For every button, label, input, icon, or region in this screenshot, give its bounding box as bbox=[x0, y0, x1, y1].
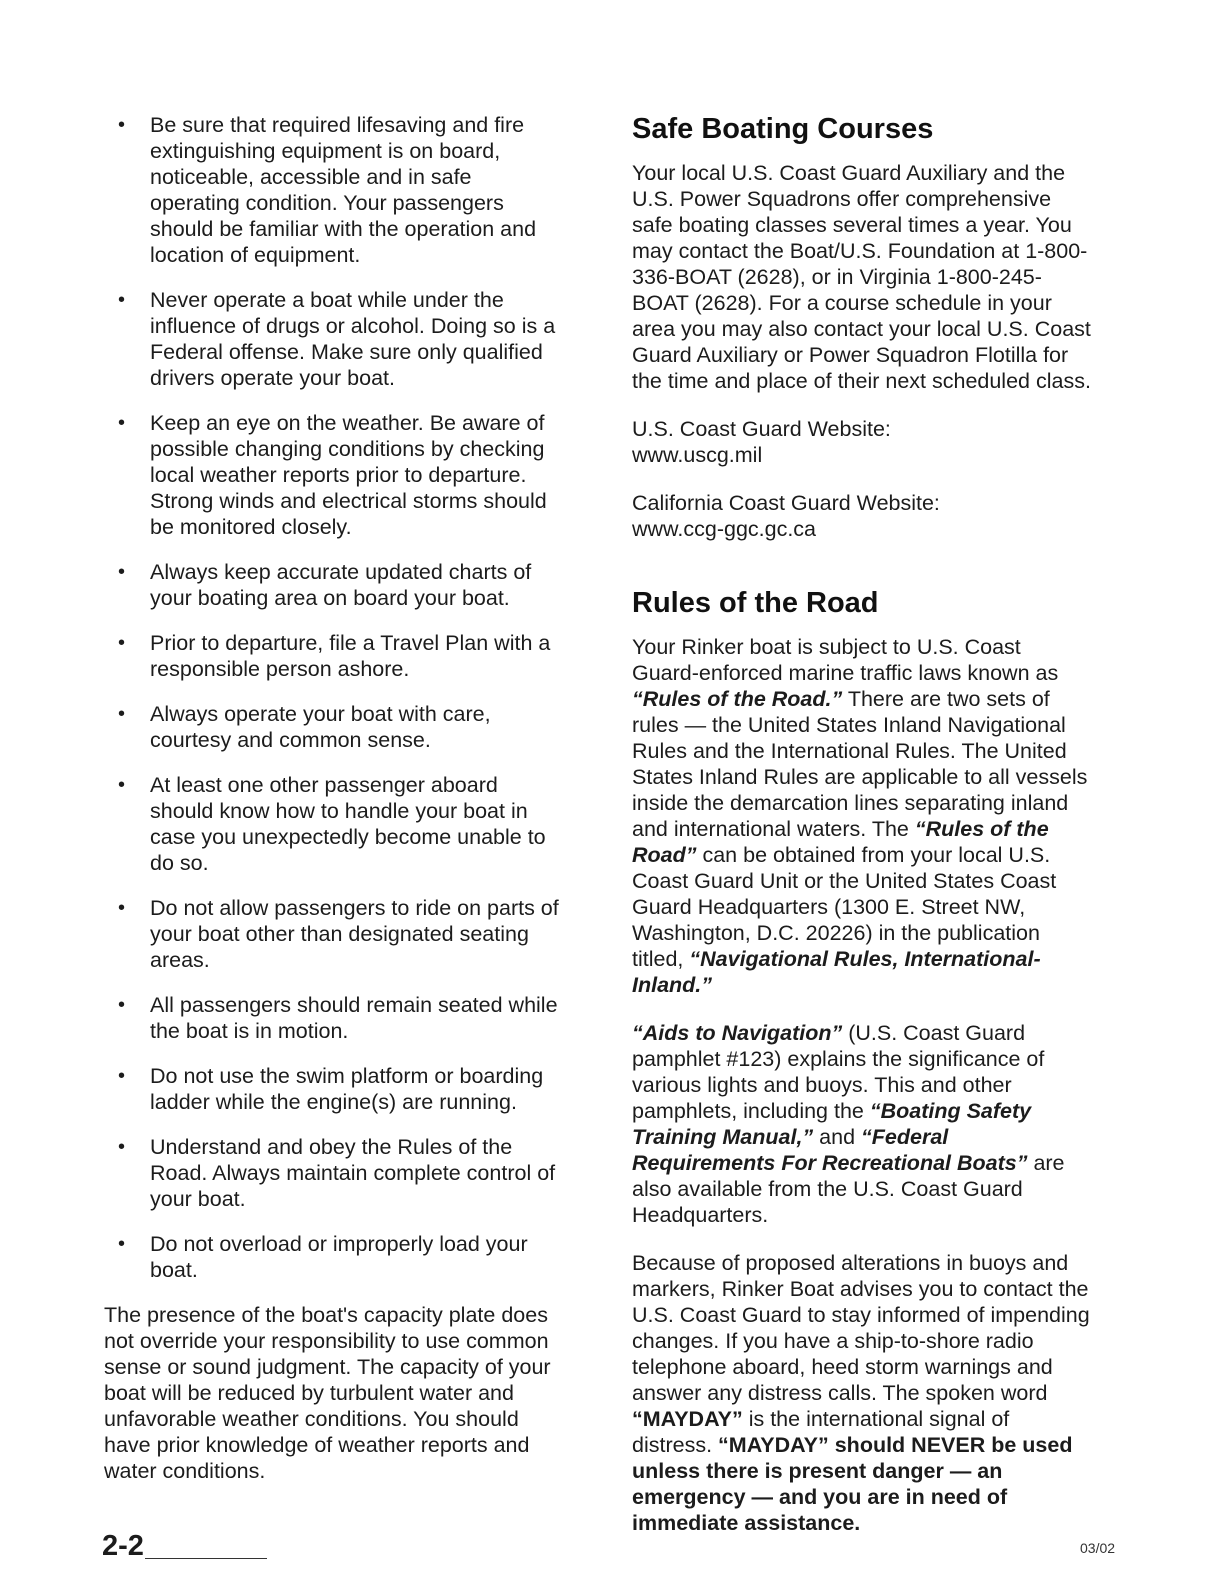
bullet-icon: • bbox=[118, 703, 126, 725]
list-item: • Understand and obey the Rules of the Road. Always maintain complete control of your boat. bbox=[118, 1135, 556, 1211]
federal-requirements-title: “Federal Requirements For Recreational Boats” bbox=[632, 1125, 1028, 1175]
courses-body: Your local U.S. Coast Guard Auxiliary and the U.S. Power Squadrons offer comprehensive safe boating classes several times a year. You may contact the Boat/U.S. Foundation at 1-800-336-BOAT (2628), or in Virginia 1-800-245-BOAT (2628). For a course schedule in your area you may also contact your local U.S. Coast Guard Auxiliary or Power Squadron Flotilla for the time and place of their next scheduled class. bbox=[632, 161, 1091, 393]
bullet-icon: • bbox=[118, 774, 126, 796]
bullet-icon: • bbox=[118, 994, 126, 1016]
mayday-paragraph: Because of proposed alterations in buoys and markers, Rinker Boat advises you to contact the U.S. Coast Guard to stay informed of impending changes. If you have a ship-to-shore radio telephone aboard, heed storm warnings and answer any distress calls. The spoken word “MAYDAY” is the international signal of distress. “MAYDAY” should NEVER be used unless there is present danger — an emergency — and you are in need of immediate assistance. bbox=[632, 1251, 1090, 1535]
bullet-icon: • bbox=[118, 1136, 126, 1158]
list-item: • Always operate your boat with care, courtesy and common sense. bbox=[118, 702, 491, 752]
footer-divider bbox=[145, 1558, 267, 1559]
list-item: • Do not allow passengers to ride on parts of your boat other than designated seating areas. bbox=[118, 896, 559, 972]
bullet-icon: • bbox=[118, 114, 126, 136]
list-item: • Prior to departure, file a Travel Plan with a responsible person ashore. bbox=[118, 631, 551, 681]
list-item: • Do not overload or improperly load your boat. bbox=[118, 1232, 528, 1282]
rules-paragraph: Your Rinker boat is subject to U.S. Coast Guard-enforced marine traffic laws known as “Rules of the Road.” There are two sets of rules — the United States Inland Navigational Rules and the International Rules. The United States Inland Rules are applicable to all vessels inside the demarcation lines separating inland and international waters. The “Rules of the Road” can be obtained from your local U.S. Coast Guard Unit or the United States Coast Guard Headquarters (1300 E. Street NW, Washington, D.C. 20226) in the publication titled, “Navigational Rules, International-Inland.” bbox=[632, 635, 1088, 997]
list-item: • All passengers should remain seated while the boat is in motion. bbox=[118, 993, 558, 1043]
page-number: 2-2 bbox=[102, 1530, 144, 1562]
bullet-icon: • bbox=[118, 897, 126, 919]
safety-checklist bbox=[104, 112, 566, 1283]
rules-of-the-road-title: “Rules of the Road.” bbox=[632, 687, 843, 711]
aids-paragraph: “Aids to Navigation” (U.S. Coast Guard pamphlet #123) explains the significance of various lights and buoys. This and other pamphlets, including the “Boating Safety Training Manual,” and “Federal Requirements For Recreational Boats” are also available from the U.S. Coast Guard Headquarters. bbox=[632, 1021, 1065, 1227]
list-item: • Keep an eye on the weather. Be aware of possible changing conditions by checking local weather reports prior to departure. Strong winds and electrical storms should be monitored closely. bbox=[118, 411, 547, 539]
bullet-icon: • bbox=[118, 561, 126, 583]
ccg-website-label: California Coast Guard Website: bbox=[632, 491, 940, 515]
uscg-website-label: U.S. Coast Guard Website: bbox=[632, 417, 891, 441]
list-item: • At least one other passenger aboard should know how to handle your boat in case you unexpectedly become unable to do so. bbox=[118, 773, 546, 875]
uscg-website-url[interactable]: www.uscg.mil bbox=[632, 443, 763, 467]
list-item: • Always keep accurate updated charts of your boating area on board your boat. bbox=[118, 560, 532, 610]
courses-heading: Safe Boating Courses bbox=[632, 113, 934, 145]
bullet-icon: • bbox=[118, 412, 126, 434]
uscg-website bbox=[632, 416, 1092, 468]
training-manual-title: “Boating Safety Training Manual,” bbox=[632, 1099, 1032, 1149]
left-column bbox=[104, 112, 566, 1484]
mayday-word: “MAYDAY” bbox=[632, 1407, 743, 1431]
aids-to-navigation-title: “Aids to Navigation” bbox=[632, 1021, 843, 1045]
rules-of-the-road-title: “Rules of the Road” bbox=[632, 817, 1049, 867]
right-column bbox=[632, 112, 1092, 1536]
bullet-icon: • bbox=[118, 1065, 126, 1087]
mayday-warning: “MAYDAY” should NEVER be used unless there is present danger — an emergency — and you are in need of immediate assistance. bbox=[632, 1433, 1073, 1535]
navigational-rules-title: “Navigational Rules, International-Inland.” bbox=[632, 947, 1041, 997]
list-item: • Be sure that required lifesaving and fire extinguishing equipment is on board, noticeable, accessible and in safe operating condition. Your passengers should be familiar with the operation and location of equipment. bbox=[118, 113, 537, 267]
rules-heading: Rules of the Road bbox=[632, 587, 879, 619]
bullet-icon: • bbox=[118, 289, 126, 311]
bullet-icon: • bbox=[118, 632, 126, 654]
list-item: • Do not use the swim platform or boarding ladder while the engine(s) are running. bbox=[118, 1064, 544, 1114]
list-item: • Never operate a boat while under the influence of drugs or alcohol. Doing so is a Federal offense. Make sure only qualified drivers operate your boat. bbox=[118, 288, 556, 390]
bullet-icon: • bbox=[118, 1233, 126, 1255]
ccg-website bbox=[632, 490, 1092, 542]
ccg-website-url[interactable]: www.ccg-ggc.gc.ca bbox=[632, 517, 817, 541]
revision-date: 03/02 bbox=[1080, 1540, 1116, 1556]
capacity-paragraph: The presence of the boat's capacity plate does not override your responsibility to use common sense or sound judgment. The capacity of your boat will be reduced by turbulent water and unfavorable weather conditions. You should have prior knowledge of weather reports and water conditions. bbox=[104, 1303, 551, 1483]
